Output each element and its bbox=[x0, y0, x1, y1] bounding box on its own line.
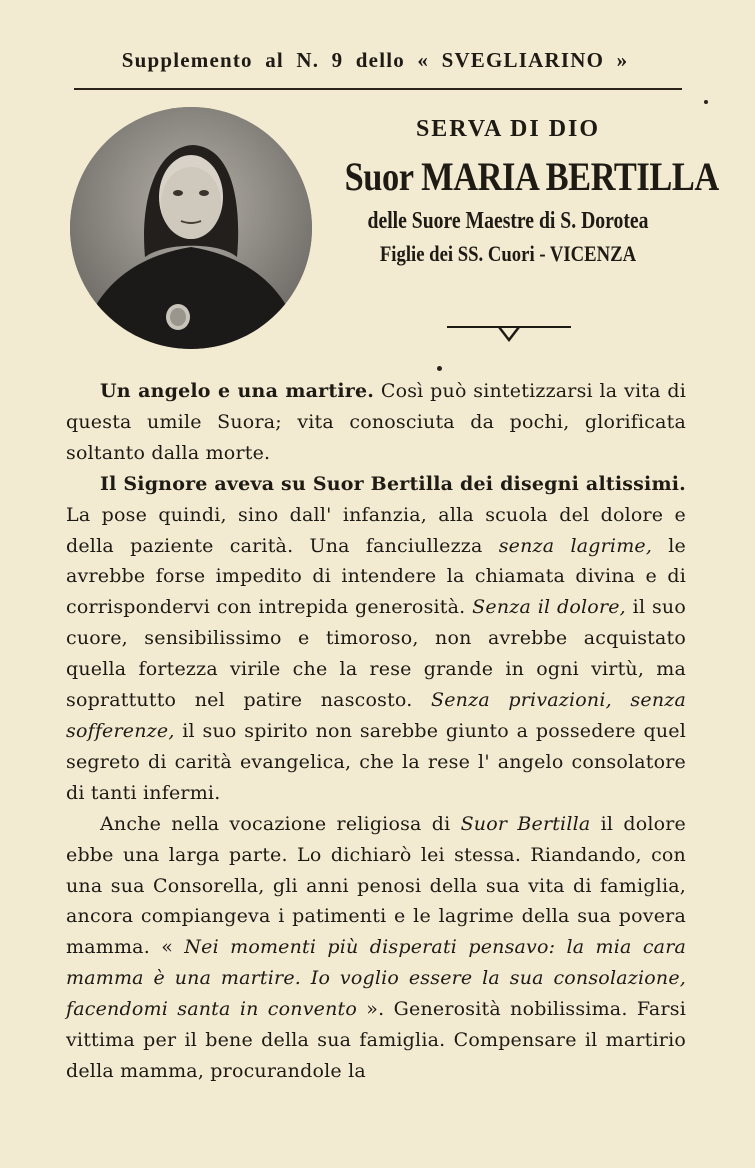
paragraph bbox=[66, 469, 686, 809]
location-subtitle: Figlie dei SS. Cuori - VICENZA bbox=[379, 241, 637, 266]
ink-speck bbox=[704, 100, 708, 104]
nun-portrait-icon bbox=[70, 107, 312, 349]
text-run: il suo cuore, sensibilissimo e timoroso, non avrebbe acquistato quella fortezza virile che la rese grande in ogni virtù, ma soprattutto nel patire nascosto. bbox=[66, 596, 686, 712]
text-run: La pose quindi, sino dall' infanzia, alla scuola del dolore e della paziente carità. Una fanciullezza bbox=[66, 503, 686, 557]
body-text bbox=[66, 376, 686, 1087]
ornament-divider-icon bbox=[447, 320, 571, 344]
servant-of-god-heading: SERVA DI DIO bbox=[415, 116, 601, 142]
bold-lead: Un angelo e una martire. bbox=[100, 380, 375, 402]
text-run: Anche nella vocazione religiosa di bbox=[100, 812, 461, 835]
congregation-subtitle: delle Suore Maestre di S. Dorotea bbox=[367, 208, 649, 234]
text-run: le avrebbe forse impedito di intendere la chiamata divina e di corrispondervi con intrepida generosità. bbox=[66, 534, 686, 619]
bold-lead: Il Signore aveva su Suor Bertilla dei disegni altissimi. bbox=[100, 472, 686, 495]
nun-name-title: Suor MARIA BERTILLA bbox=[344, 154, 719, 199]
paragraph bbox=[66, 809, 686, 1087]
italic-run: Senza il dolore, bbox=[472, 596, 626, 619]
text-run: il dolore ebbe una larga parte. Lo dichiarò lei stessa. Riandando, con una sua Consorella, gli anni penosi della sua vita di famiglia, ancora compiangeva i patimenti e le lagrime della sua povera mamma. « bbox=[66, 812, 686, 959]
title-block bbox=[318, 112, 719, 267]
header-rule bbox=[74, 88, 682, 90]
italic-run: Suor Bertilla bbox=[460, 812, 591, 835]
text-run: il suo spirito non sarebbe giunto a possedere quel segreto di carità evangelica, che la rese l' angelo consolatore di tanti infermi. bbox=[66, 719, 686, 804]
ink-speck bbox=[437, 366, 442, 371]
paragraph bbox=[66, 376, 686, 469]
italic-run: senza lagrime, bbox=[498, 534, 653, 557]
portrait-photo bbox=[70, 107, 312, 349]
text-run: Così può sintetizzarsi la vita di questa umile Suora; vita conosciuta da pochi, glorificata soltanto dalla morte. bbox=[66, 380, 686, 464]
supplement-header: Supplemento al N. 9 dello « SVEGLIARINO » bbox=[121, 48, 629, 72]
italic-quote: Nei momenti più disperati pensavo: la mia cara mamma è una martire. Io voglio essere la sua consolazione, facendomi santa in convento bbox=[66, 936, 687, 1021]
italic-run: Senza privazioni, senza sofferenze, bbox=[66, 689, 686, 742]
text-run: ». Generosità nobilissima. Farsi vittima per il bene della sua famiglia. Compensare il martirio della mamma, procurandole la bbox=[66, 998, 686, 1082]
